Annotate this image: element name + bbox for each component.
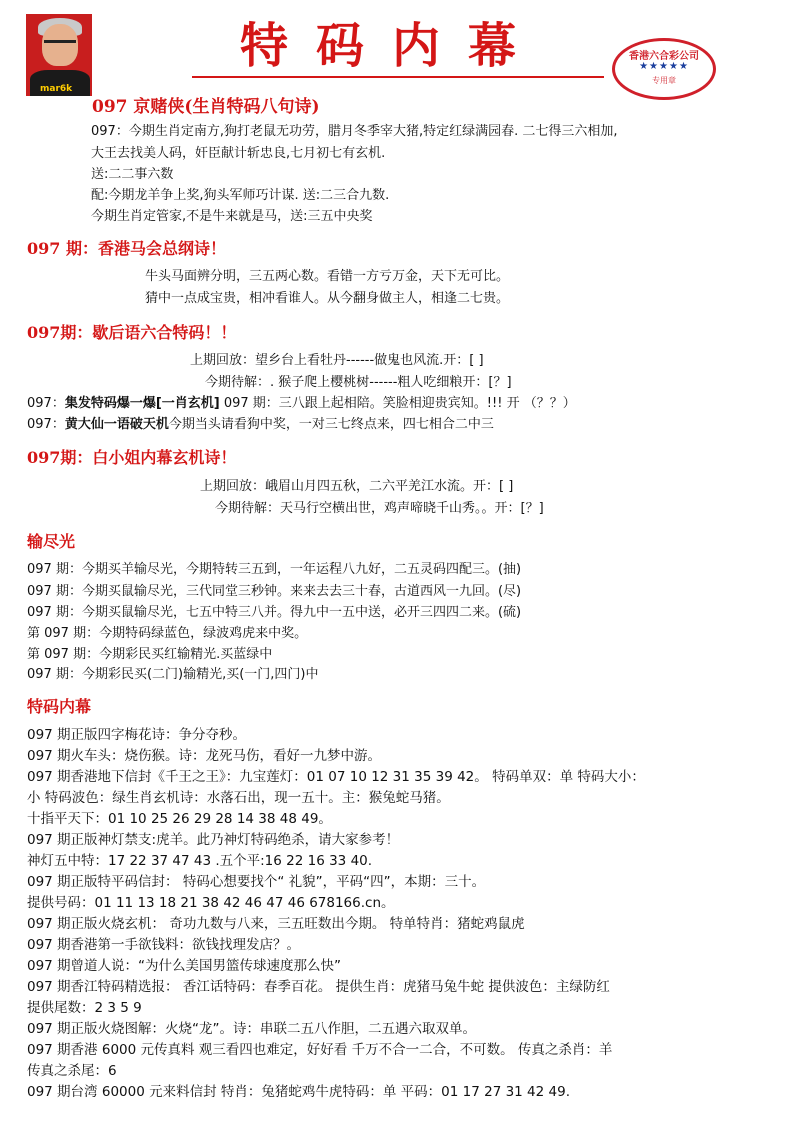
list-item: 097 期：今期买鼠输尽光，七五中特三八并。得九中一五中送，必开三四四二来。(硫) — [27, 605, 522, 620]
list-item: 提供尾数：2 3 5 9 — [27, 1000, 142, 1016]
poem-line: 今期生肖定管家,不是牛来就是马，送:三五中央奖 — [91, 209, 373, 224]
list-item: 097 期：今期买鼠输尽光，三代同堂三秒钟。来来去去三十春，古道西风一九回。(尽) — [27, 584, 522, 599]
title-underline — [192, 76, 604, 78]
list-item: 097 期台湾 60000 元来料信封 特肖：兔猪蛇鸡牛虎特码：单 平码：01 17 27 31 42 49. — [27, 1084, 570, 1100]
section-title-poem: 097 京赌侠(生肖特码八句诗) — [92, 97, 320, 117]
poem-line: 大王去找美人码，奸臣献计斩忠良,七月初七有玄机. — [91, 146, 386, 161]
portrait-watermark: mar6k — [40, 84, 73, 94]
list-item: 097 期正版火烧图解：火烧“龙”。诗：串联二五八作胆，二五遇六取双单。 — [27, 1021, 477, 1037]
list-item: 097 期：今期彩民买(二门)输精光,买(一门,四门)中 — [27, 667, 319, 682]
list-item: 097 期香港 6000 元传真料 观三看四也难定，好好看 千万不合一二合，不可数。 传真之杀肖：羊 — [27, 1042, 613, 1058]
stamp-subtitle: 专用章 — [652, 76, 676, 85]
section-title-inside-story: 特码内幕 — [27, 697, 92, 716]
list-item: 097 期香江特码精选报： 香江话特码：春季百花。 提供生肖：虎猪马兔牛蛇 提供波色：主绿防红 — [27, 979, 610, 995]
stamp-name: 香港六合彩公司 — [629, 51, 699, 62]
line-highlight: 黄大仙一语破天机 — [64, 417, 169, 432]
portrait-glasses — [44, 40, 76, 49]
list-item: 第 097 期：今期彩民买红输精光.买蓝绿中 — [27, 647, 273, 662]
list-item: 小 特码波色：绿生肖玄机诗：水落石出，现一五十。主：猴兔蛇马猪。 — [27, 790, 450, 806]
poem-pending: 今期待解：天马行空横出世，鸡声啼晓千山秀。。开：[？] — [215, 501, 544, 516]
list-item: 097 期香港第一手欲钱料：欲钱找理发店？。 — [27, 937, 301, 953]
riddle-line — [27, 416, 494, 434]
section-title-white-lady: 097期：白小姐内幕玄机诗！ — [27, 448, 237, 467]
section-title-jockey-club: 097 期：香港马会总纲诗！ — [27, 239, 226, 258]
list-item: 097 期正版特平码信封： 特码心想要找个“ 礼貌”，平码“四”，本期：三十。 — [27, 874, 486, 890]
poem-line: 猜中一点成宝贵，相冲看谁人。从今翻身做主人，相逢二七贵。 — [145, 291, 510, 306]
poem-line: 牛头马面辨分明，三五两心数。看错一方亏万金，天下无可比。 — [145, 269, 510, 284]
riddle-line — [27, 395, 576, 413]
list-item: 097 期火车头：烧伤猴。诗：龙死马伤，看好一九梦中游。 — [27, 748, 382, 764]
section-title-riddle: 097期：歇后语六合特码！！ — [27, 323, 237, 342]
list-item: 十指平天下：01 10 25 26 29 28 14 38 48 49。 — [27, 811, 332, 827]
line-rest: 097 期：三八跟上起相陪。笑脸相迎贵宾知。!!! 开 （？？） — [219, 396, 576, 411]
list-item: 097 期香港地下信封《千王之王》：九宝莲灯：01 07 10 12 31 35 39 42。 特码单双：单 特码大小： — [27, 769, 645, 785]
page-title: 特码内幕 — [240, 18, 545, 74]
list-item: 神灯五中特：17 22 37 47 43 .五个平:16 22 16 33 40. — [27, 853, 373, 869]
line-rest: 今期当头请看狗中奖，一对三七终点来，四七相合二中三 — [168, 417, 494, 432]
list-item: 097 期正版火烧玄机： 奇功九数与八来，三五旺数出今期。 特单特肖：猪蛇鸡鼠虎 — [27, 916, 525, 932]
list-item: 097 期：今期买羊输尽光，今期特转三五到，一年运程八九好，二五灵码四配三。(抽) — [27, 562, 522, 577]
poem-line: 配:今期龙羊争上奖,狗头军师巧计谋. 送:二三合九数. — [91, 188, 390, 203]
list-item: 第 097 期：今期特码绿蓝色，绿波鸡虎来中奖。 — [27, 626, 308, 641]
riddle-review: 上期回放：望乡台上看牡丹------做鬼也风流.开：[ ] — [190, 353, 484, 368]
list-item: 097 期正版神灯禁支:虎羊。此乃神灯特码绝杀，请大家参考！ — [27, 832, 400, 848]
list-item: 提供号码：01 11 13 18 21 38 42 46 47 46 678166.cn。 — [27, 895, 395, 911]
line-highlight: 集发特码爆一爆[一肖玄机] — [64, 396, 220, 411]
list-item: 传真之杀尾：6 — [27, 1063, 117, 1079]
poem-line: 送:二二事六数 — [91, 167, 174, 182]
poem-review: 上期回放：峨眉山月四五秋，二六平羌江水流。开：[ ] — [200, 479, 514, 494]
stamp-stars: ★★★★★ — [639, 61, 689, 72]
list-item: 097 期曾道人说：“为什么美国男篮传球速度那么快” — [27, 958, 342, 974]
riddle-pending: 今期待解：. 猴子爬上樱桃树------粗人吃细粮开：[？] — [205, 375, 512, 390]
portrait-photo — [26, 14, 92, 96]
line-prefix: 097： — [27, 396, 65, 411]
company-stamp — [612, 38, 716, 100]
line-prefix: 097： — [27, 417, 65, 432]
poem-line: 097：今期生肖定南方,狗打老鼠无功劳，腊月冬季宰大猪,特定红绿满园春. 二七得三六相加, — [91, 124, 618, 139]
section-title-lose-all: 输尽光 — [27, 532, 76, 551]
list-item: 097 期正版四字梅花诗：争分夺秒。 — [27, 727, 247, 743]
